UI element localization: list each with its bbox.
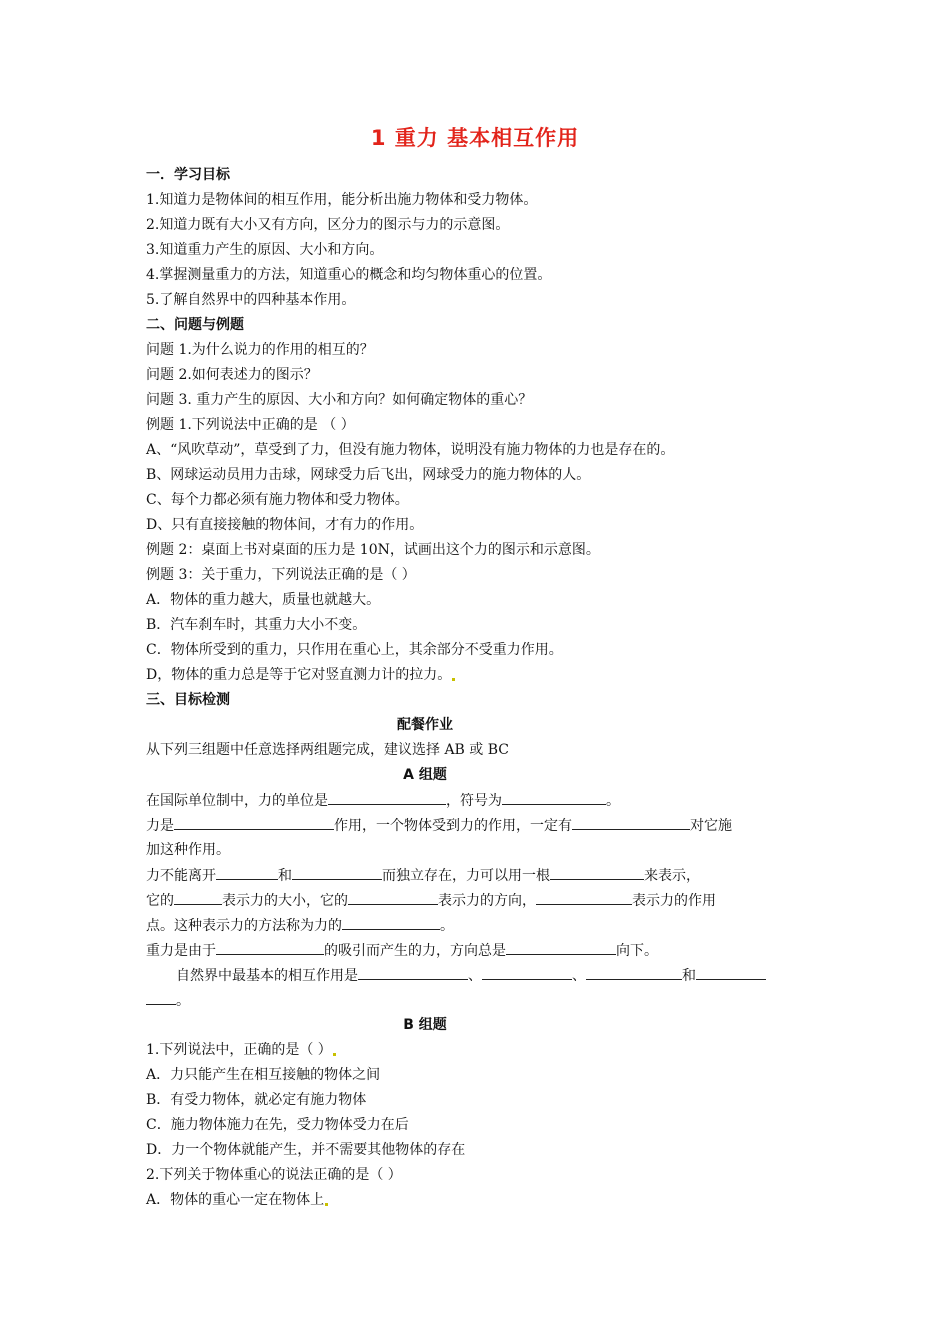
a2-text-2: 作用，一个物体受到力的作用 (334, 818, 516, 834)
group-a-q2 (146, 816, 732, 835)
objective-1: 1.知道力是物体间的相互作用，能分析出施力物体和受力物体。 (146, 192, 538, 208)
objective-2: 2.知道力既有大小又有方向，区分力的图示与力的示意图。 (146, 217, 510, 233)
question-2: 问题 2.如何表述力的图示？ (146, 367, 318, 383)
section-heading-objectives: 一．学习目标 (146, 167, 230, 183)
a1-text-2: ，符号为 (446, 793, 502, 809)
blank-magnitude[interactable] (174, 891, 222, 905)
blank-gravity-direction[interactable] (506, 941, 616, 955)
a3-l3-text-2: 。 (440, 918, 454, 934)
group-b-q1-option-a: A．力只能产生在相互接触的物体之间 (146, 1067, 381, 1083)
group-b-q2: 2.下列关于物体重心的说法正确的是（ ） (146, 1167, 402, 1183)
blank-interaction-1[interactable] (358, 966, 468, 980)
blank-force-is[interactable] (174, 816, 334, 830)
group-b-q1-option-c: C．施力物体施力在先，受力物体受力在后 (146, 1117, 409, 1133)
objective-3: 3.知道重力产生的原因、大小和方向。 (146, 242, 384, 258)
a5-text-1: 自然界中最基本的相互作用是 (176, 968, 358, 984)
example-1: 例题 1.下列说法中正确的是 （ ） (146, 417, 355, 433)
speck-mark (333, 1053, 336, 1056)
blank-cannot-leave-1[interactable] (216, 866, 278, 880)
a4-text-1: 重力是由于 (146, 943, 216, 959)
group-a-q1 (146, 791, 620, 810)
blank-interaction-3[interactable] (586, 966, 682, 980)
a1-text-3: 。 (606, 793, 620, 809)
blank-gravity-cause[interactable] (216, 941, 324, 955)
group-a-q3 (146, 866, 700, 885)
example-3: 例题 3：关于重力，下列说法正确的是（ ） (146, 567, 416, 583)
page-title: 1 重力 基本相互作用 (370, 126, 580, 150)
homework-intro: 从下列三组题中任意选择两组题完成，建议选择 AB 或 BC (146, 742, 510, 758)
a3-text-1: 力不能离开 (146, 868, 216, 884)
objective-5: 5.了解自然界中的四种基本作用。 (146, 292, 356, 308)
group-a-q3-line2 (146, 891, 716, 910)
group-a-q5-line2 (146, 991, 190, 1010)
example-1-option-b: B、网球运动员用力击球，网球受力后飞出，网球受力的施力物体的人。 (146, 467, 591, 483)
objective-4: 4.掌握测量重力的方法，知道重心的概念和均匀物体重心的位置。 (146, 267, 552, 283)
blank-point[interactable] (536, 891, 632, 905)
section-heading-questions: 二、问题与例题 (146, 317, 244, 333)
blank-direction[interactable] (348, 891, 438, 905)
group-b-q1 (146, 1041, 337, 1059)
blank-interaction-4-cont[interactable] (146, 991, 176, 1005)
a3-text-4: 来表示， (644, 868, 700, 884)
a3-l2-text-3: 表示力的方向， (438, 893, 536, 909)
example-3-option-c: C．物体所受到的重力，只作用在重心上，其余部分不受重力作用。 (146, 642, 563, 658)
a2-text-1: 力是 (146, 818, 174, 834)
example-3-option-d (146, 666, 456, 684)
a5-text-3: 、 (572, 968, 586, 984)
a1-text-1: 在国际单位制中，力的单位是 (146, 793, 328, 809)
example-1-option-c: C、每个力都必须有施力物体和受力物体。 (146, 492, 409, 508)
example-1-option-a: A、“风吹草动”，草受到了力，但没有施力物体，说明没有施力物体的力也是存在的。 (146, 442, 675, 458)
a3-l2-text-2: 表示力的大小，它的 (222, 893, 348, 909)
group-a-title: A 组题 (403, 767, 447, 783)
a3-l2-text-4: 表示力的作用 (632, 893, 716, 909)
group-a-q2-line2: 加这种作用。 (146, 842, 230, 858)
a4-text-2: 的吸引而产生的力，方向总是 (324, 943, 506, 959)
example-3-option-d-text: D，物体的重力总是等于它对竖直测力计的拉力。 (146, 667, 452, 683)
speck-mark (452, 678, 455, 681)
question-3: 问题 3. 重力产生的原因、大小和方向？如何确定物体的重心？ (146, 392, 533, 408)
a2-text-3: ，一定有 (516, 818, 572, 834)
example-3-option-a: A．物体的重力越大，质量也就越大。 (146, 592, 381, 608)
blank-method[interactable] (342, 916, 440, 930)
group-a-q5 (176, 966, 766, 985)
section-heading-check: 三、目标检测 (146, 692, 230, 708)
a5-l2-text: 。 (176, 993, 190, 1009)
speck-mark (325, 1203, 328, 1206)
a5-text-4: 和 (682, 968, 696, 984)
example-3-option-b: B．汽车刹车时，其重力大小不变。 (146, 617, 367, 633)
group-a-q3-line3 (146, 916, 454, 935)
group-b-q1-option-b: B．有受力物体，就必定有施力物体 (146, 1092, 367, 1108)
a3-text-3: 而独立存在，力可以用一根 (382, 868, 550, 884)
example-1-option-d: D、只有直接接触的物体间，才有力的作用。 (146, 517, 424, 533)
example-2: 例题 2：桌面上书对桌面的压力是 10N，试画出这个力的图示和示意图。 (146, 542, 600, 558)
blank-cannot-leave-2[interactable] (292, 866, 382, 880)
group-b-q2-option-a-text: A．物体的重心一定在物体上 (146, 1192, 325, 1208)
question-1: 问题 1.为什么说力的作用的相互的？ (146, 342, 374, 358)
blank-represent[interactable] (550, 866, 644, 880)
a3-l3-text-1: 点。这种表示力的方法称为力的 (146, 918, 342, 934)
blank-symbol[interactable] (502, 791, 606, 805)
homework-title: 配餐作业 (397, 717, 453, 733)
group-b-q1-option-d: D．力一个物体就能产生，并不需要其他物体的存在 (146, 1142, 466, 1158)
a4-text-3: 向下。 (616, 943, 658, 959)
group-a-q4 (146, 941, 658, 960)
blank-interaction-4[interactable] (696, 966, 766, 980)
a3-text-2: 和 (278, 868, 292, 884)
blank-interaction-2[interactable] (482, 966, 572, 980)
a3-l2-text-1: 它的 (146, 893, 174, 909)
blank-exerter[interactable] (572, 816, 690, 830)
a2-text-4: 对它施 (690, 818, 732, 834)
blank-unit[interactable] (328, 791, 446, 805)
a5-text-2: 、 (468, 968, 482, 984)
group-b-q1-text: 1.下列说法中，正确的是（ ） (146, 1042, 332, 1058)
group-b-q2-option-a (146, 1191, 329, 1209)
group-b-title: B 组题 (403, 1017, 447, 1033)
